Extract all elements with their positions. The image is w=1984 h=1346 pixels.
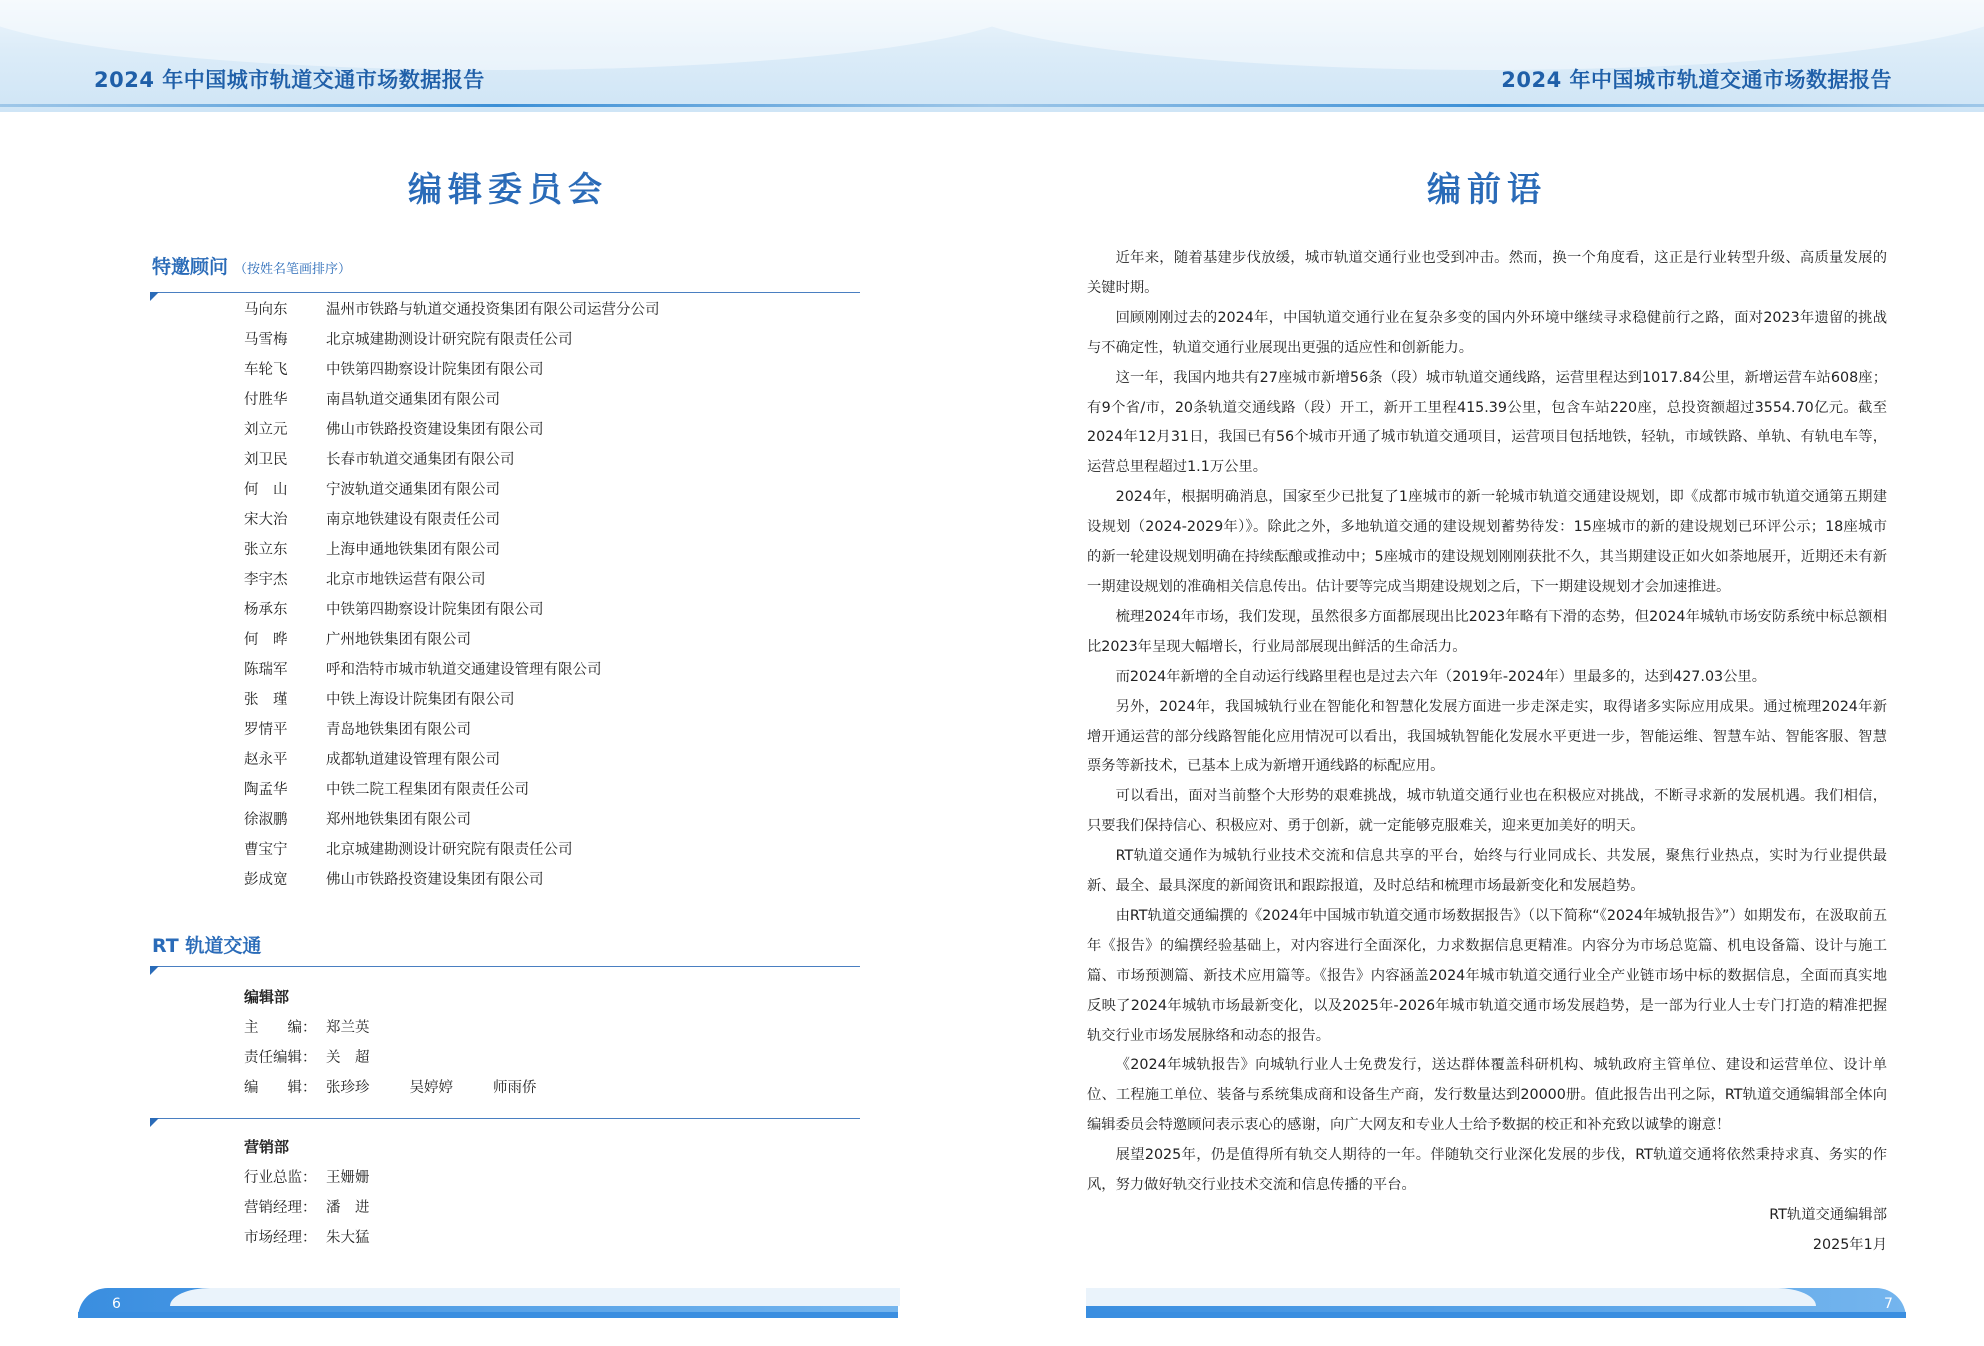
advisor-row bbox=[244, 383, 660, 413]
advisor-row bbox=[244, 533, 660, 563]
advisor-org: 成都轨道建设管理有限公司 bbox=[326, 751, 500, 768]
advisor-org: 佛山市铁路投资建设集团有限公司 bbox=[326, 421, 544, 438]
preface-paragraph: 回顾刚刚过去的2024年，中国轨道交通行业在复杂多变的国内外环境中继续寻求稳健前行之路，面对2023年遗留的挑战与不确定性，轨道交通行业展现出更强的适应性和创新能力。 bbox=[1087, 309, 1887, 356]
preface-paragraph: RT轨道交通作为城轨行业技术交流和信息共享的平台，始终与行业同成长、共发展，聚焦行业热点，实时为行业提供最新、最全、最具深度的新闻资讯和跟踪报道，及时总结和梳理市场最新变化和发展趋势。 bbox=[1087, 848, 1887, 895]
staff-row bbox=[244, 1161, 410, 1191]
editorial-dept-label: 编辑部 bbox=[244, 988, 290, 1006]
advisor-row bbox=[244, 683, 660, 713]
advisor-name: 马雪梅 bbox=[244, 331, 288, 348]
preface-paragraph: 而2024年新增的全自动运行线路里程也是过去六年（2019年-2024年）里最多的，达到427.03公里。 bbox=[1115, 668, 1767, 685]
advisors-note: （按姓名笔画排序） bbox=[234, 262, 352, 277]
advisor-org: 南京地铁建设有限责任公司 bbox=[326, 511, 500, 528]
advisor-org: 呼和浩特市城市轨道交通建设管理有限公司 bbox=[326, 661, 602, 678]
advisor-row bbox=[244, 473, 660, 503]
preface-paragraph: 2024年，根据明确消息，国家至少已批复了1座城市的新一轮城市轨道交通建设规划，即《成都市城市轨道交通第五期建设规划（2024-2029年）》。除此之外，多地轨道交通的建设规划蓄势待发：15座城市的新的建设规划已环评公示；18座城市的新一轮建设规划明确在持续酝酿或推动中；5座城市的建设规划刚刚获批不久，其当期建设正如火如荼地展开，近期还未有新一期建设规划的准确相关信息传出。估计要等完成当期建设规划之后，下一期建设规划才会加速推进。 bbox=[1087, 489, 1887, 595]
staff-row bbox=[244, 1011, 577, 1041]
page-title: 编辑委员会 bbox=[408, 170, 608, 210]
advisor-org: 北京城建勘测设计研究院有限责任公司 bbox=[326, 841, 573, 858]
advisor-org: 中铁第四勘察设计院集团有限公司 bbox=[326, 361, 544, 378]
header-band bbox=[0, 0, 992, 112]
advisor-row bbox=[244, 833, 660, 863]
staff-name: 潘 进 bbox=[326, 1199, 370, 1216]
staff-role: 责任编辑： bbox=[244, 1049, 317, 1066]
staff-row bbox=[244, 1071, 577, 1101]
advisor-row bbox=[244, 563, 660, 593]
preface-paragraph: 展望2025年，仍是值得所有轨交人期待的一年。伴随轨交行业深化发展的步伐，RT轨道交通将依然秉持求真、务实的作风，努力做好轨交行业技术交流和信息传播的平台。 bbox=[1087, 1147, 1887, 1194]
advisor-org: 中铁二院工程集团有限责任公司 bbox=[326, 781, 529, 798]
right-page bbox=[992, 0, 1984, 1346]
advisor-name: 何 山 bbox=[244, 481, 288, 498]
advisor-name: 李宇杰 bbox=[244, 571, 288, 588]
preface-paragraph: 《2024年城轨报告》向城轨行业人士免费发行，送达群体覆盖科研机构、城轨政府主管单位、建设和运营单位、设计单位、工程施工单位、装备与系统集成商和设备生产商，发行数量达到20000册。值此报告出刊之际，RT轨道交通编辑部全体向编辑委员会特邀顾问表示衷心的感谢，向广大网友和专业人士给予数据的校正和补充致以诚挚的谢意！ bbox=[1087, 1057, 1887, 1134]
advisor-name: 刘卫民 bbox=[244, 451, 288, 468]
staff-name: 郑兰英 bbox=[326, 1019, 370, 1036]
advisor-org: 北京市地铁运营有限公司 bbox=[326, 571, 486, 588]
advisor-name: 张立东 bbox=[244, 541, 288, 558]
advisor-org: 中铁第四勘察设计院集团有限公司 bbox=[326, 601, 544, 618]
staff-row bbox=[244, 1041, 577, 1071]
page-number: 7 bbox=[1884, 1296, 1893, 1312]
staff-name: 吴婷婷 bbox=[409, 1079, 453, 1096]
report-header-title: 2024 年中国城市轨道交通市场数据报告 bbox=[94, 68, 485, 92]
staff-role: 行业总监： bbox=[244, 1169, 317, 1186]
advisor-row bbox=[244, 353, 660, 383]
advisor-name: 彭成宽 bbox=[244, 871, 288, 888]
advisor-name: 何 晔 bbox=[244, 631, 288, 648]
advisor-org: 佛山市铁路投资建设集团有限公司 bbox=[326, 871, 544, 888]
advisor-row bbox=[244, 803, 660, 833]
advisor-org: 郑州地铁集团有限公司 bbox=[326, 811, 471, 828]
advisor-org: 宁波轨道交通集团有限公司 bbox=[326, 481, 500, 498]
footer-band bbox=[0, 1280, 992, 1346]
advisor-name: 马向东 bbox=[244, 301, 288, 318]
staff-name: 师雨侨 bbox=[493, 1079, 537, 1096]
advisor-name: 陈瑞军 bbox=[244, 661, 288, 678]
advisor-org: 长春市轨道交通集团有限公司 bbox=[326, 451, 515, 468]
preface-body bbox=[1087, 244, 1887, 1261]
staff-row bbox=[244, 1191, 410, 1221]
marketing-dept-label: 营销部 bbox=[244, 1138, 290, 1156]
advisor-org: 北京城建勘测设计研究院有限责任公司 bbox=[326, 331, 573, 348]
advisor-list bbox=[244, 293, 660, 893]
staff-role: 编 辑： bbox=[244, 1079, 317, 1096]
editorial-staff bbox=[244, 1011, 577, 1101]
staff-name: 王姗姗 bbox=[326, 1169, 370, 1186]
staff-name: 关 超 bbox=[326, 1049, 370, 1066]
advisor-name: 刘立元 bbox=[244, 421, 288, 438]
report-header-title: 2024 年中国城市轨道交通市场数据报告 bbox=[1501, 68, 1892, 92]
advisor-row bbox=[244, 413, 660, 443]
advisor-name: 张 瑾 bbox=[244, 691, 288, 708]
advisor-name: 车轮飞 bbox=[244, 361, 288, 378]
staff-name: 朱大猛 bbox=[326, 1229, 370, 1246]
advisor-row bbox=[244, 323, 660, 353]
advisor-name: 付胜华 bbox=[244, 391, 288, 408]
advisor-name: 徐淑鹏 bbox=[244, 811, 288, 828]
preface-paragraph: 近年来，随着基建步伐放缓，城市轨道交通行业也受到冲击。然而，换一个角度看，这正是行业转型升级、高质量发展的关键时期。 bbox=[1087, 250, 1887, 296]
preface-paragraph: 可以看出，面对当前整个大形势的艰难挑战，城市轨道交通行业也在积极应对挑战，不断寻求新的发展机遇。我们相信，只要我们保持信心、积极应对、勇于创新，就一定能够克服难关，迎来更加美好的明天。 bbox=[1087, 788, 1887, 835]
preface-paragraph: 由RT轨道交通编撰的《2024年中国城市轨道交通市场数据报告》（以下简称“《2024年城轨报告》”）如期发布，在汲取前五年《报告》的编撰经验基础上，对内容进行全面深化，力求数据信息更精准。内容分为市场总览篇、机电设备篇、设计与施工篇、市场预测篇、新技术应用篇等。《报告》内容涵盖2024年城市轨道交通行业全产业链市场中标的数据信息，全面而真实地反映了2024年城轨市场最新变化，以及2025年-2026年城市轨道交通市场发展趋势，是一部为行业人士专门打造的精准把握轨交行业市场发展脉络和动态的报告。 bbox=[1087, 907, 1887, 1044]
advisor-org: 广州地铁集团有限公司 bbox=[326, 631, 471, 648]
staff-role: 营销经理： bbox=[244, 1199, 317, 1216]
advisor-org: 上海申通地铁集团有限公司 bbox=[326, 541, 500, 558]
advisor-row bbox=[244, 773, 660, 803]
advisor-row bbox=[244, 863, 660, 893]
advisor-name: 曹宝宁 bbox=[244, 841, 288, 858]
preface-paragraph: 另外，2024年，我国城轨行业在智能化和智慧化发展方面进一步走深走实，取得诸多实际应用成果。通过梳理2024年新增开通运营的部分线路智能化应用情况可以看出，我国城轨智能化发展水平更进一步，智能运维、智慧车站、智能客服、智慧票务等新技术，已基本上成为新增开通线路的标配应用。 bbox=[1087, 698, 1887, 775]
advisor-org: 南昌轨道交通集团有限公司 bbox=[326, 391, 500, 408]
advisor-row bbox=[244, 503, 660, 533]
advisor-org: 中铁上海设计院集团有限公司 bbox=[326, 691, 515, 708]
footer-band bbox=[992, 1280, 1984, 1346]
preface-paragraph: 梳理2024年市场，我们发现，虽然很多方面都展现出比2023年略有下滑的态势，但2024年城轨市场安防系统中标总额相比2023年呈现大幅增长，行业局部展现出鲜活的生命活力。 bbox=[1087, 608, 1887, 655]
advisor-name: 陶孟华 bbox=[244, 781, 288, 798]
staff-role: 市场经理： bbox=[244, 1229, 317, 1246]
advisor-org: 温州市铁路与轨道交通投资集团有限公司运营分公司 bbox=[326, 301, 660, 318]
signature-org: RT轨道交通编辑部 bbox=[1769, 1207, 1887, 1223]
signature-date: 2025年1月 bbox=[1812, 1236, 1887, 1253]
advisor-name: 罗情平 bbox=[244, 721, 288, 738]
section-divider bbox=[150, 1118, 860, 1119]
advisors-heading: 特邀顾问 （按姓名笔画排序） bbox=[152, 256, 352, 278]
advisor-row bbox=[244, 713, 660, 743]
section-divider bbox=[150, 966, 860, 967]
page-number: 6 bbox=[112, 1296, 121, 1312]
page-title: 编前语 bbox=[1427, 170, 1547, 210]
staff-name: 张珍珍 bbox=[326, 1079, 370, 1096]
advisor-org: 青岛地铁集团有限公司 bbox=[326, 721, 471, 738]
advisor-name: 宋大治 bbox=[244, 511, 288, 528]
header-band bbox=[992, 0, 1984, 112]
preface-paragraph: 这一年，我国内地共有27座城市新增56条（段）城市轨道交通线路，运营里程达到1017.84公里，新增运营车站608座；有9个省/市，20条轨道交通线路（段）开工，新开工里程415.39公里，包含车站220座，总投资额超过3554.70亿元。截至2024年12月31日，我国已有56个城市开通了城市轨道交通项目，运营项目包括地铁，轻轨，市域铁路、单轨、有轨电车等，运营总里程超过1.1万公里。 bbox=[1087, 369, 1887, 476]
marketing-staff bbox=[244, 1161, 410, 1251]
advisor-row bbox=[244, 443, 660, 473]
advisor-row bbox=[244, 743, 660, 773]
advisor-row bbox=[244, 293, 660, 323]
rt-heading: RT 轨道交通 bbox=[152, 935, 262, 957]
advisor-name: 杨承东 bbox=[244, 601, 288, 618]
advisor-name: 赵永平 bbox=[244, 751, 288, 768]
advisor-row bbox=[244, 653, 660, 683]
staff-role: 主 编： bbox=[244, 1019, 317, 1036]
staff-row bbox=[244, 1221, 410, 1251]
advisor-row bbox=[244, 593, 660, 623]
advisor-row bbox=[244, 623, 660, 653]
